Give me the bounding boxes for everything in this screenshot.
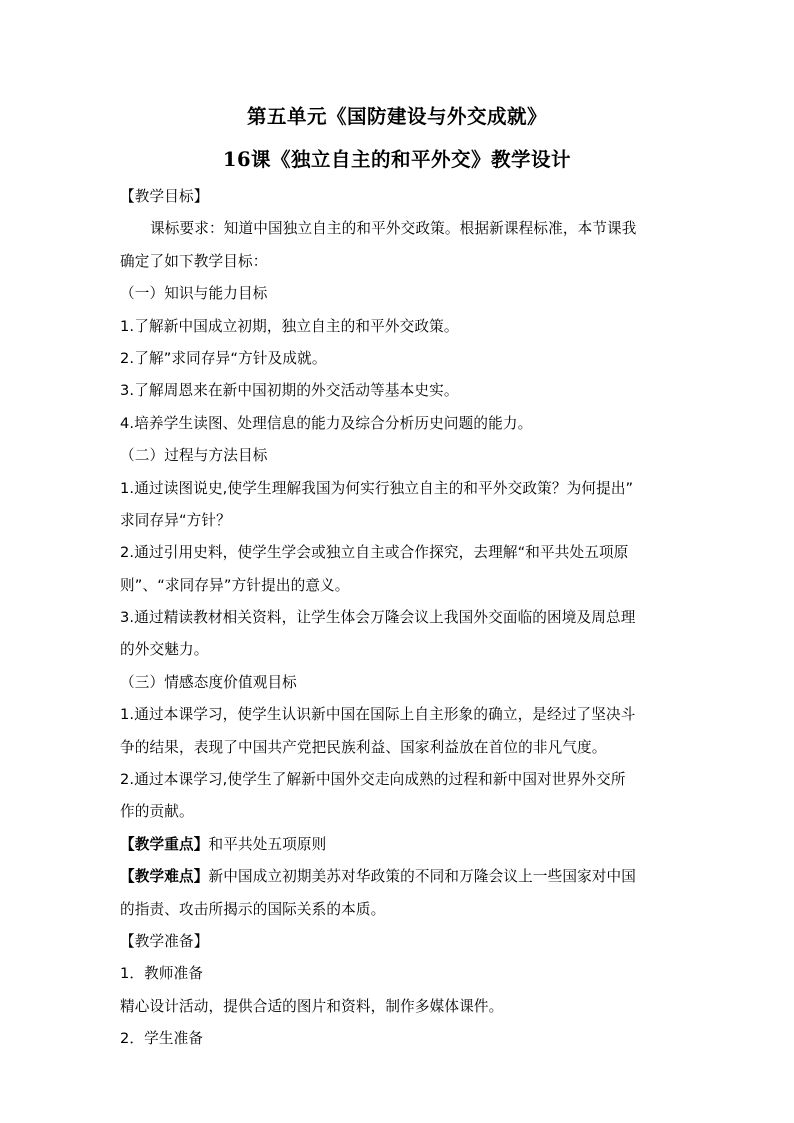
process-heading: （二）过程与方法目标 bbox=[120, 447, 268, 465]
difficulty bbox=[120, 861, 680, 893]
key-point-text: 和平共处五项原则 bbox=[208, 835, 327, 853]
difficulty-text-line-1: 新中国成立初期美苏对华政策的不同和万隆会议上一些国家对中国 bbox=[208, 868, 637, 886]
prep-heading: 【教学准备】 bbox=[120, 932, 209, 950]
emotion-item-2-line-2: 作的贡献。 bbox=[120, 803, 194, 821]
process-item-2-line-2: 则”、“求同存异”方针提出的意义。 bbox=[120, 576, 350, 594]
process-item-1-line-2: 求同存异“方针？ bbox=[120, 511, 231, 529]
prep-teacher-text: 精心设计活动，提供合适的图片和资料，制作多媒体课件。 bbox=[120, 997, 504, 1015]
process-item-3-line-1: 3.通过精读教材相关资料，让学生体会万隆会议上我国外交面临的困境及周总理 bbox=[120, 609, 636, 627]
intro-line-1: 课标要求：知道中国独立自主的和平外交政策。根据新课程标准，本节课我 bbox=[150, 220, 637, 238]
objectives-heading: 【教学目标】 bbox=[120, 188, 209, 205]
difficulty-text-line-2: 的指责、攻击所揭示的国际关系的本质。 bbox=[120, 900, 386, 918]
knowledge-heading: （一）知识与能力目标 bbox=[120, 285, 268, 303]
knowledge-item-1: 1.了解新中国成立初期，独立自主的和平外交政策。 bbox=[120, 317, 459, 335]
prep-student: 2．学生准备 bbox=[120, 1030, 204, 1048]
difficulty-label: 【教学难点】 bbox=[120, 868, 209, 886]
unit-title: 第五单元《国防建设与外交成就》 bbox=[246, 105, 547, 128]
emotion-heading: （三）情感态度价值观目标 bbox=[120, 673, 297, 691]
key-point-label: 【教学重点】 bbox=[120, 835, 209, 853]
emotion-item-1-line-1: 1.通过本课学习，使学生认识新中国在国际上自主形象的确立，是经过了坚决斗 bbox=[120, 706, 636, 724]
process-item-3-line-2: 的外交魅力。 bbox=[120, 641, 209, 659]
knowledge-item-2: 2.了解”求同存异“方针及成就。 bbox=[120, 349, 327, 367]
lesson-title: 16课《独立自主的和平外交》教学设计 bbox=[222, 148, 572, 171]
emotion-item-2-line-1: 2.通过本课学习,使学生了解新中国外交走向成熟的过程和新中国对世界外交所 bbox=[120, 771, 626, 789]
process-item-2-line-1: 2.通过引用史料，使学生学会或独立自主或合作探究，去理解“和平共处五项原 bbox=[120, 544, 629, 562]
knowledge-item-4: 4.培养学生读图、处理信息的能力及综合分析历史问题的能力。 bbox=[120, 414, 533, 432]
knowledge-item-3: 3.了解周恩来在新中国初期的外交活动等基本史实。 bbox=[120, 382, 459, 400]
key-point bbox=[120, 829, 680, 861]
prep-teacher: 1．教师准备 bbox=[120, 965, 204, 983]
emotion-item-1-line-2: 争的结果，表现了中国共产党把民族利益、国家利益放在首位的非凡气度。 bbox=[120, 738, 607, 756]
document-body bbox=[120, 181, 680, 1056]
process-item-1-line-1: 1.通过读图说史,使学生理解我国为何实行独立自主的和平外交政策？为何提出” bbox=[120, 479, 634, 497]
intro-line-2: 确定了如下教学目标： bbox=[120, 252, 268, 270]
